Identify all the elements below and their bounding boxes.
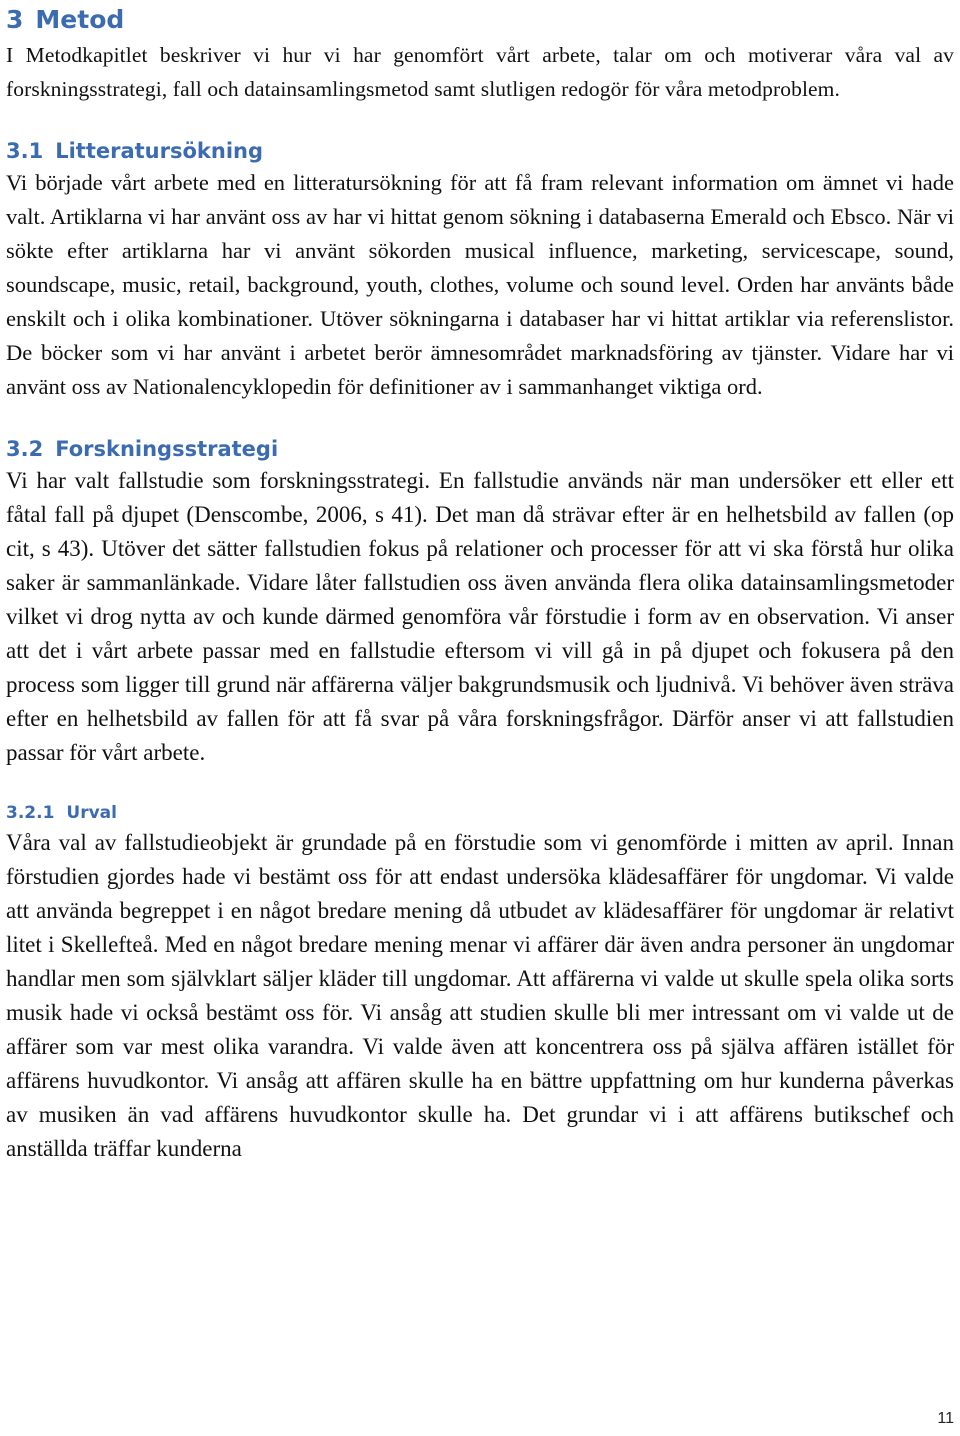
forskningsstrategi-paragraph: Vi har valt fallstudie som forskningsstrategi. En fallstudie används när man undersöker ett eller ett fåtal fall på djupet (Denscombe, 2006, s 41). Det man då strävar efter är en helhetsbild av fallen (op cit, s 43). Utöver det sätter fallstudien fokus på relationer och processer för att vi ska förstå hur olika saker är sammanlänkade. Vidare låter fallstudien oss även använda flera olika datainsamlingsmetoder vilket vi drog nytta av och kunde därmed genomföra vår förstudie i form av en observation. Vi anser att det i vårt arbete passar med en fallstudie eftersom vi vill gå in på djupet och fokusera på den process som ligger till grund när affärerna väljer bakgrundsmusik och ljudnivå. Vi behöver även sträva efter en helhetsbild av fallen för att få svar på våra forskningsfrågor. Därför anser vi att fallstudien passar för vårt arbete. (6, 468, 954, 765)
section-number: 3.2 (6, 437, 44, 461)
chapter-number: 3 (6, 5, 24, 34)
subsection-title: Urval (66, 803, 117, 823)
urval-paragraph: Våra val av fallstudieobjekt är grundade på en förstudie som vi genomförde i mitten av april. Innan förstudien gjordes hade vi bestämt oss för att endast undersöka klädesaffärer för ungdomar. Vi valde att använda begreppet i en något bredare mening då utbudet av klädesaffärer för ungdomar är relativt litet i Skellefteå. Med en något bredare mening menar vi affärer där även andra personer än ungdomar handlar men som självklart säljer kläder till ungdomar. Att affärerna vi valde ut skulle spela olika sorts musik hade vi också bestämt oss för. Vi ansåg att studien skulle bli mer intressant om vi valde ut de affärer som var mest olika varandra. Vi valde även att koncentrera oss på själva affären istället för affärens huvudkontor. Vi ansåg att affären skulle ha en bättre uppfattning om hur kunderna påverkas av musiken än vad affärens huvudkontor skulle ha. Det grundar vi i att affärens butikschef och anställda träffar kunderna (6, 830, 954, 1161)
subsection-number: 3.2.1 (6, 803, 55, 823)
section-heading-forskningsstrategi (6, 434, 954, 464)
document-page (6, 0, 954, 1166)
subsection-heading-urval (6, 800, 954, 826)
section-heading-litteratursokning (6, 136, 954, 166)
section-number: 3.1 (6, 139, 44, 163)
chapter-title: Metod (35, 5, 125, 34)
section-title: Forskningsstrategi (55, 437, 279, 461)
litteratursokning-paragraph: Vi började vårt arbete med en litteratursökning för att få fram relevant information om ämnet vi hade valt. Artiklarna vi har använt oss av har vi hittat genom sökning i databaserna Emerald och Ebsco. När vi sökte efter artiklarna har vi använt sökorden musical influence, marketing, servicescape, sound, soundscape, music, retail, background, youth, clothes, volume och sound level. Orden har använts både enskilt och i olika kombinationer. Utöver sökningarna i databaser har vi hittat artiklar via referenslistor. De böcker som vi har använt i arbetet berör ämnesområdet marknadsföring av tjänster. Vidare har vi använt oss av Nationalencyklopedin för definitioner av i sammanhanget viktiga ord. (6, 170, 954, 399)
section-title: Litteratursökning (55, 139, 263, 163)
chapter-heading (6, 2, 954, 38)
chapter-intro-paragraph: I Metodkapitlet beskriver vi hur vi har genomfört vårt arbete, talar om och motiverar våra val av forskningsstrategi, fall och datainsamlingsmetod samt slutligen redogör för våra metodproblem. (6, 43, 954, 101)
page-number: 11 (937, 1410, 954, 1427)
